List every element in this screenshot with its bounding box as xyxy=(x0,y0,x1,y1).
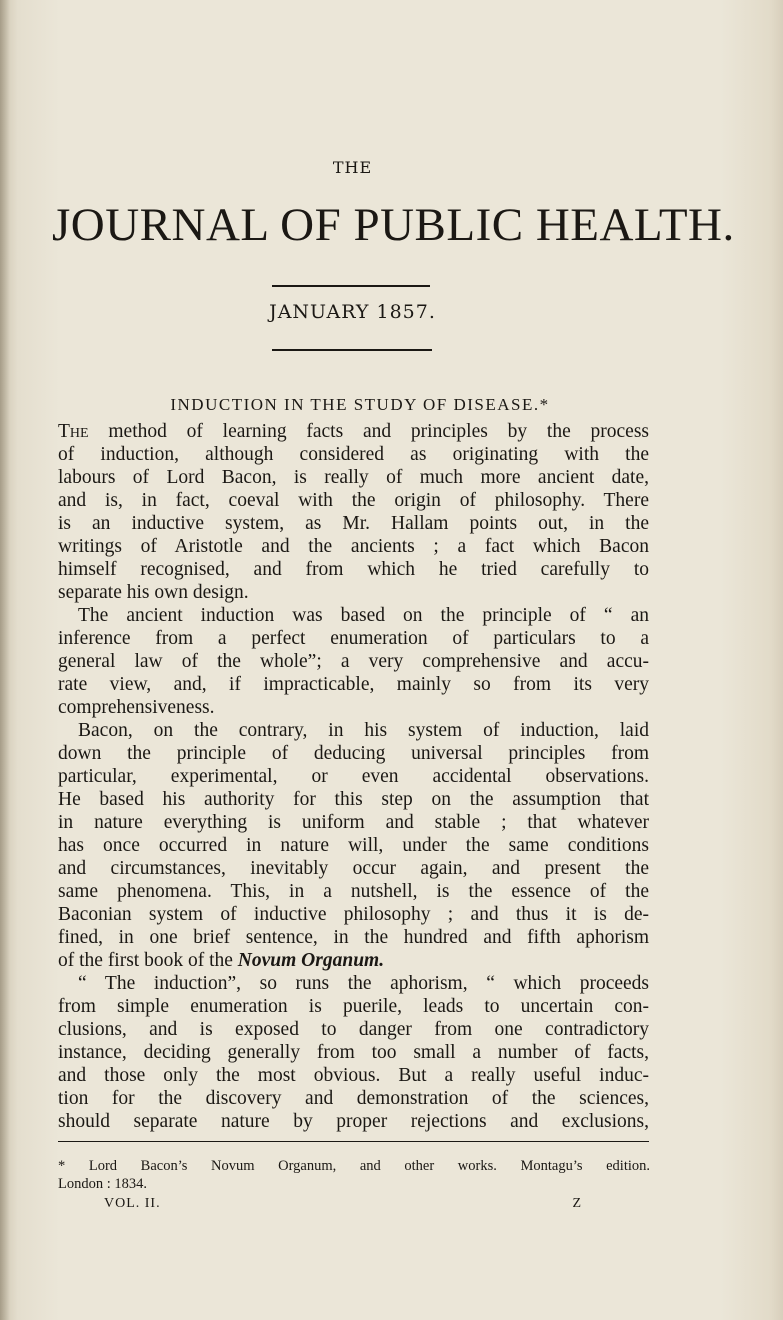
body-line-text: of the first book of the xyxy=(58,950,238,971)
body-line xyxy=(58,880,649,903)
body-line xyxy=(58,765,649,788)
body-line xyxy=(58,1018,649,1041)
body-line xyxy=(58,673,649,696)
body-line-text: has once occurred in nature will, under the same conditions xyxy=(58,835,649,856)
body-line-text: Baconian system of inductive philosophy ; and thus it is de- xyxy=(58,904,649,925)
signature-line xyxy=(104,1196,582,1212)
body-line xyxy=(58,443,649,466)
article-heading: INDUCTION IN THE STUDY OF DISEASE.* xyxy=(170,395,550,414)
body-line-text: and is, in fact, coeval with the origin of philosophy. There xyxy=(58,490,649,511)
body-line-text: “ The induction”, so runs the aphorism, “ which proceeds xyxy=(78,973,649,994)
body-line xyxy=(58,719,649,742)
body-line-text: labours of Lord Bacon, is really of much more ancient date, xyxy=(58,467,649,488)
footnote-divider xyxy=(58,1141,649,1142)
body-line-text: Bacon, on the contrary, in his system of induction, laid xyxy=(78,720,649,741)
title-rule-bottom xyxy=(272,349,432,351)
body-line-text: should separate nature by proper rejections and exclusions, xyxy=(58,1111,649,1132)
body-line-text: The ancient induction was based on the principle of “ an xyxy=(78,605,649,626)
body-line xyxy=(58,742,649,765)
body-line xyxy=(58,696,649,719)
body-line xyxy=(58,834,649,857)
body-line xyxy=(58,811,649,834)
journal-title: JOURNAL OF PUBLIC HEALTH. xyxy=(52,199,735,251)
book-title-italic: Novum Organum. xyxy=(237,950,385,971)
body-line-text: instance, deciding generally from too small a number of facts, xyxy=(58,1042,649,1063)
body-line xyxy=(58,1087,649,1110)
footnote xyxy=(58,1157,650,1193)
body-line xyxy=(58,420,649,443)
body-line xyxy=(58,535,649,558)
title-rule-top xyxy=(272,285,430,287)
body-line xyxy=(58,1110,649,1133)
body-line xyxy=(58,1064,649,1087)
body-line xyxy=(58,627,649,650)
body-line xyxy=(58,581,649,604)
volume-number: VOL. II. xyxy=(104,1196,161,1211)
body-line-text: and circumstances, inevitably occur again, and present the xyxy=(58,858,649,879)
body-line xyxy=(58,466,649,489)
body-line-text: writings of Aristotle and the ancients ; a fact which Bacon xyxy=(58,536,649,557)
issue-date: JANUARY 1857. xyxy=(269,301,436,323)
body-line-text: inference from a perfect enumeration of particulars to a xyxy=(58,628,649,649)
article-body xyxy=(58,420,649,1133)
body-line-text: comprehensiveness. xyxy=(58,697,215,718)
footnote-line: * Lord Bacon’s Novum Organum, and other works. Montagu’s edition. xyxy=(58,1158,650,1174)
body-line-text: method of learning facts and principles by the process xyxy=(88,421,649,442)
body-line xyxy=(58,857,649,880)
body-line-text: down the principle of deducing universal principles from xyxy=(58,743,649,764)
body-line xyxy=(58,604,649,627)
signature-mark: Z xyxy=(572,1196,582,1211)
body-line-text: general law of the whole”; a very comprehensive and accu- xyxy=(58,651,649,672)
body-line xyxy=(58,972,649,995)
body-line-text: of induction, although considered as originating with the xyxy=(58,444,649,465)
body-line xyxy=(58,1041,649,1064)
body-line-text: himself recognised, and from which he tried carefully to xyxy=(58,559,649,580)
body-line-text: rate view, and, if impracticable, mainly so from its very xyxy=(58,674,649,695)
body-line-text: is an inductive system, as Mr. Hallam points out, in the xyxy=(58,513,649,534)
footnote-line: London : 1834. xyxy=(58,1176,148,1192)
body-line-text: and those only the most obvious. But a really useful induc- xyxy=(58,1065,649,1086)
body-line-text: particular, experimental, or even accidental observations. xyxy=(58,766,649,787)
body-line xyxy=(58,558,649,581)
body-line-text: tion for the discovery and demonstration of the sciences, xyxy=(58,1088,649,1109)
body-line xyxy=(58,512,649,535)
body-line xyxy=(58,788,649,811)
body-line xyxy=(58,926,649,949)
body-line-text: He based his authority for this step on the assumption that xyxy=(58,789,649,810)
body-line-text: same phenomena. This, in a nutshell, is the essence of the xyxy=(58,881,649,902)
body-line-text: from simple enumeration is puerile, leads to uncertain con- xyxy=(58,996,649,1017)
body-line-text: in nature everything is uniform and stable ; that whatever xyxy=(58,812,649,833)
body-line xyxy=(58,650,649,673)
body-line xyxy=(58,949,649,972)
body-line-text: clusions, and is exposed to danger from one contradictory xyxy=(58,1019,649,1040)
drop-word: The xyxy=(58,421,89,442)
journal-kicker: THE xyxy=(332,158,373,177)
body-line xyxy=(58,489,649,512)
body-line-text: fined, in one brief sentence, in the hundred and fifth aphorism xyxy=(58,927,649,948)
page-edge-shadow xyxy=(0,0,10,1320)
body-line xyxy=(58,903,649,926)
body-line-text: separate his own design. xyxy=(58,582,249,603)
body-line xyxy=(58,995,649,1018)
